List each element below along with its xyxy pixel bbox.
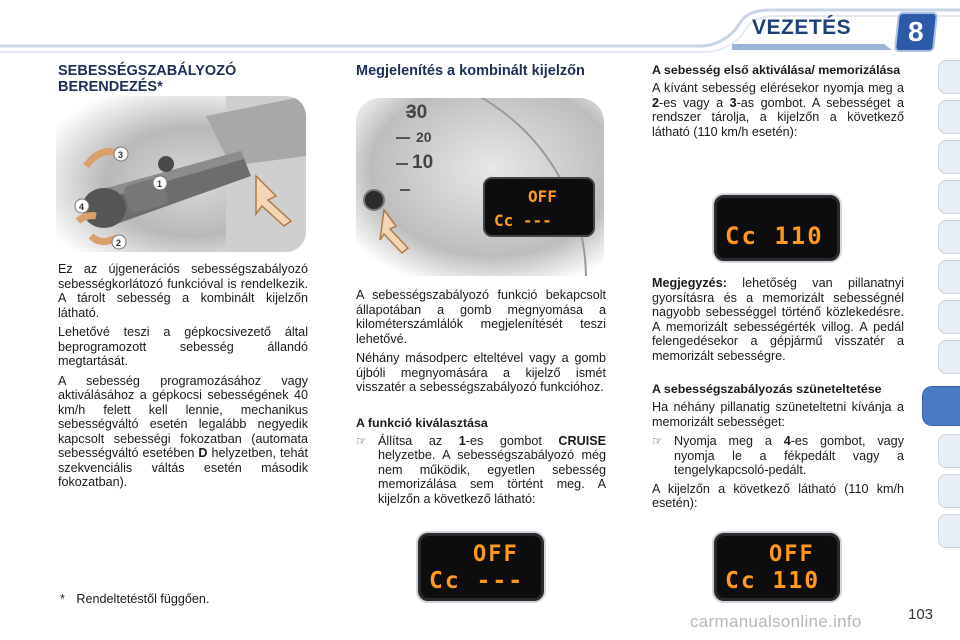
paragraph [58,374,308,490]
lcd-line-2: Cc --- [429,568,525,594]
text-run: A sebesség programozásához vagy aktiválásához a gépkocsi sebességének 40 km/h felett kell lennie, mechanikus sebességváltó esetén legalább negyedik kapcsolt sebességi fokozatban (automata sebességváltó esetében [58,373,308,460]
paragraph [652,81,904,139]
instrument-cluster-illustration [356,98,604,276]
chapter-tab[interactable] [938,220,960,254]
text-run: lehetőség van pillanatnyi gyorsításra és a memorizált sebességnél nagyobb sebességgel történő közlekedésre. A memorizált sebességérték villog. A pedál felengedésekor a gépjármű visszatér a memorizált sebességre. [652,276,904,363]
chapter-number-badge [894,12,938,52]
gauge-label-10: 10 [412,152,434,173]
chapter-title: VEZETÉS [752,16,852,39]
text-run: Állítsa az [378,433,459,448]
chapter-tab[interactable] [938,300,960,334]
text-run: A kívánt sebesség elérésekor nyomja meg a [652,81,904,95]
paragraph: A kijelzőn a következő látható (110 km/h esetén): [652,481,904,510]
text-run: Nyomja meg a [674,434,784,448]
column-1-body [58,262,308,495]
text-run-bold: 3 [729,95,737,110]
column-3 [652,63,904,144]
lcd-display-off-110 [714,533,840,601]
page-number: 103 [908,606,934,623]
lcd-line-2: Cc 110 [725,568,821,594]
column-3-body [652,276,904,516]
text-run-bold: D [198,446,208,460]
chapter-tab[interactable] [938,434,960,468]
chapter-tab[interactable] [938,340,960,374]
section-title-display: Megjelenítés a kombinált kijelzőn [356,63,585,79]
bullet-text [674,434,904,478]
lever-label-1: 1 [157,179,163,189]
text-run: -as gombot. A sebességet a rendszer tárolja, a kijelzőn a következő látható (110 km/h esetén): [652,95,904,139]
text-run: -es gombot [465,433,559,448]
gauge-lcd-line-2: Cc --- [494,211,552,230]
lever-label-4: 4 [79,202,85,212]
lever-illustration [56,96,306,252]
chapter-tab[interactable] [938,180,960,214]
text-run-bold: CRUISE [558,433,607,448]
subheading-suspend: A sebességszabályozás szüneteltetése [652,382,882,396]
chapter-tab[interactable] [938,60,960,94]
chapter-tab[interactable] [938,100,960,134]
subheading-function-selection: A funkció kiválasztása [356,415,488,430]
chapter-tab-active[interactable] [922,386,960,426]
lcd-line-2: Cc 110 [725,222,824,250]
lcd-line-1: OFF [473,542,519,567]
gauge-drawing [356,98,604,276]
chapter-tab[interactable] [938,474,960,508]
text-run: -es gombot, vagy nyomja le a fékpedált vagy a tengelykapcsoló-pedált. [674,434,904,477]
chapter-tab[interactable] [938,260,960,294]
paragraph: A sebességszabályozó funkció bekapcsolt állapotában a gomb megnyomása a kilométerszámlálók megjelenítését teszi lehetővé. [356,288,606,346]
text-run: -es vagy a [659,95,730,110]
text-run-bold: 1 [458,433,466,448]
lcd-line-1: OFF [769,542,815,567]
note-label: Megjegyzés: [652,276,727,290]
bullet-item [356,434,606,507]
stalk-drawing [56,96,306,252]
footnote-mark: * [60,592,65,606]
paragraph: Ez az újgenerációs sebességszabályozó sebességkorlátozó funkcióval is rendelkezik. A tárolt sebesség a kombinált kijelzőn látható. [58,262,308,320]
footnote [60,592,209,606]
note-paragraph [652,276,904,363]
chapter-tab[interactable] [938,140,960,174]
lever-label-2: 2 [116,238,122,248]
column-2 [356,63,606,79]
subheading-first-activation: A sebesség első aktiválása/ memorizálása [652,63,901,77]
section-title-cruise-control: SEBESSÉGSZABÁLYOZÓ BERENDEZÉS* [58,63,237,95]
gauge-label-30: 30 [406,102,428,123]
lcd-display-off [418,533,544,601]
column-2-body [356,288,606,510]
text-run: helyzetbe. A sebességszabályozó még nem működik, egyetlen sebesség memorizálása sem történt meg. A kijelzőn a következő látható: [378,448,606,506]
gauge-label-20: 20 [416,129,432,145]
column-1 [58,63,310,95]
pointing-hand-icon: ☞ [356,433,367,448]
text-run-bold: 4 [783,434,791,448]
bullet-text [378,434,606,507]
lcd-display-110 [714,195,840,261]
watermark: carmanualsonline.info [690,612,862,631]
bullet-item [652,434,904,478]
gauge-lcd-line-1: OFF [528,187,557,206]
pointing-hand-icon: ☞ [652,434,663,448]
chapter-tabs [932,60,960,580]
paragraph: Lehetővé teszi a gépkocsivezető által beprogramozott sebesség állandó megtartását. [58,325,308,368]
paragraph: Ha néhány pillanatig szüneteltetni kívánja a memorizált sebességet: [652,400,904,429]
chapter-number: 8 [908,16,924,47]
lever-label-3: 3 [118,150,124,160]
chapter-tab[interactable] [938,514,960,548]
footnote-text: Rendeltetéstől függően. [76,592,210,606]
text-run-bold: 2 [652,95,660,110]
paragraph: Néhány másodperc elteltével vagy a gomb újbóli megnyomására a kijelző ismét visszatér a sebességszabályozó funkcióhoz. [356,351,606,394]
text-run: helyzetben, tehát szekvenciális váltás esetén második fokozatban). [58,446,308,489]
